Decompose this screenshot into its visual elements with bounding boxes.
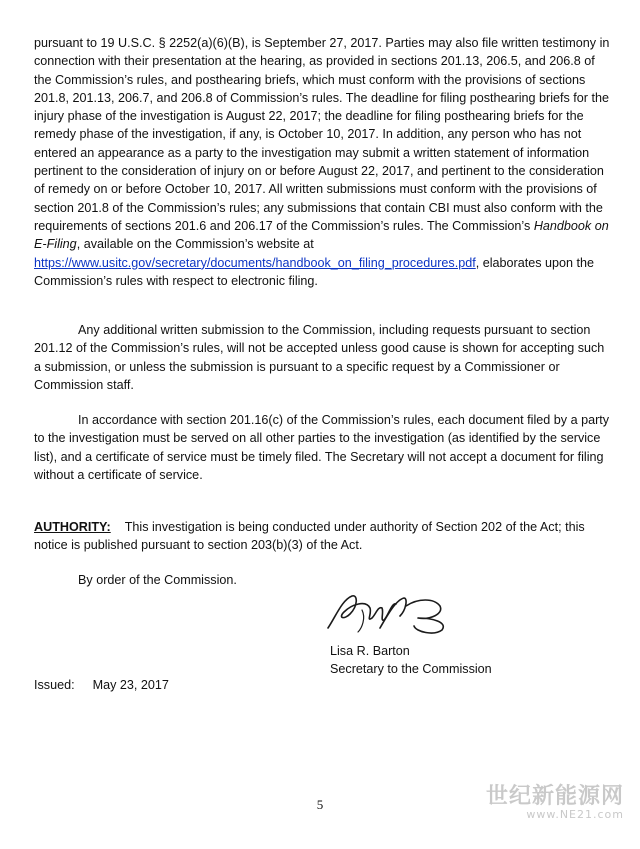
authority-label: AUTHORITY: — [34, 520, 111, 534]
page-number: 5 — [316, 797, 324, 812]
paragraph-text: pursuant to 19 U.S.C. § 2252(a)(6)(B), is September 27, 2017. Parties may also file written testimony in connection with their presentation at the hearing, as provided in sections 201.13, 206.5, and 206.8 of the Commission’s rules, and posthearing briefs, which must conform with the provisions of sections 201.8, 201.13, 206.7, and 206.8 of Commission’s rules. The deadline for filing posthearing briefs for the injury phase of the investigation is August 22, 2017; the deadline for filing posthearing briefs for the remedy phase of the investigation, if any, is October 10, 2017. In addition, any person who has not entered an appearance as a party to the investigation may submit a written statement of information pertinent to the consideration of injury on or before August 22, 2017, and pertinent to the consideration of remedy on or before October 10, 2017. All written submissions must conform with the provisions of section 201.8 of the Commission’s rules; any submissions that contain CBI must also conform with the requirements of sections 201.6 and 206.17 of the Commission’s rules. The Commission’s — [34, 36, 610, 233]
issued-date: May 23, 2017 — [92, 678, 169, 692]
watermark-line1: 世纪新能源网 — [485, 784, 624, 809]
signature-image — [322, 588, 462, 636]
watermark — [486, 785, 624, 821]
paragraph-text: , available on the Commission’s website at — [76, 237, 314, 252]
paragraph-service: In accordance with section 201.16(c) of the Commission’s rules, each document filed by a party to the investigation must be served on all other parties to the investigation (as identified by the service list), and a certificate of service must be timely filed. The Secretary will not accept a document for filing without a certificate of service. — [34, 413, 610, 482]
handbook-link[interactable]: https://www.usitc.gov/secretary/documents/handbook_on_filing_procedures.pdf — [34, 255, 476, 270]
signer-name: Lisa R. Barton — [330, 644, 410, 658]
paragraph-text: , elaborates upon the Commission’s rules with respect to electronic filing. — [34, 255, 595, 288]
authority-paragraph — [34, 518, 610, 555]
order-line: By order of the Commission. — [78, 573, 237, 587]
handbook-title: Handbook on E-Filing — [34, 218, 609, 252]
issued-label: Issued: — [34, 678, 75, 692]
signer-title: Secretary to the Commission — [330, 662, 492, 676]
authority-text: This investigation is being conducted under authority of Section 202 of the Act; this notice is published pursuant to section 203(b)(3) of the Act. — [34, 520, 585, 553]
paragraph-additional-submissions: Any additional written submission to the Commission, including requests pursuant to section 201.12 of the Commission’s rules, will not be accepted unless good cause is shown for accepting such a submission, or unless the submission is pursuant to a specific request by a Commissioner or Commission staff. — [34, 323, 605, 392]
paragraph-hearing-deadlines — [34, 34, 610, 290]
watermark-line2: www.NE21.com — [526, 808, 624, 822]
issued-line — [34, 678, 169, 692]
